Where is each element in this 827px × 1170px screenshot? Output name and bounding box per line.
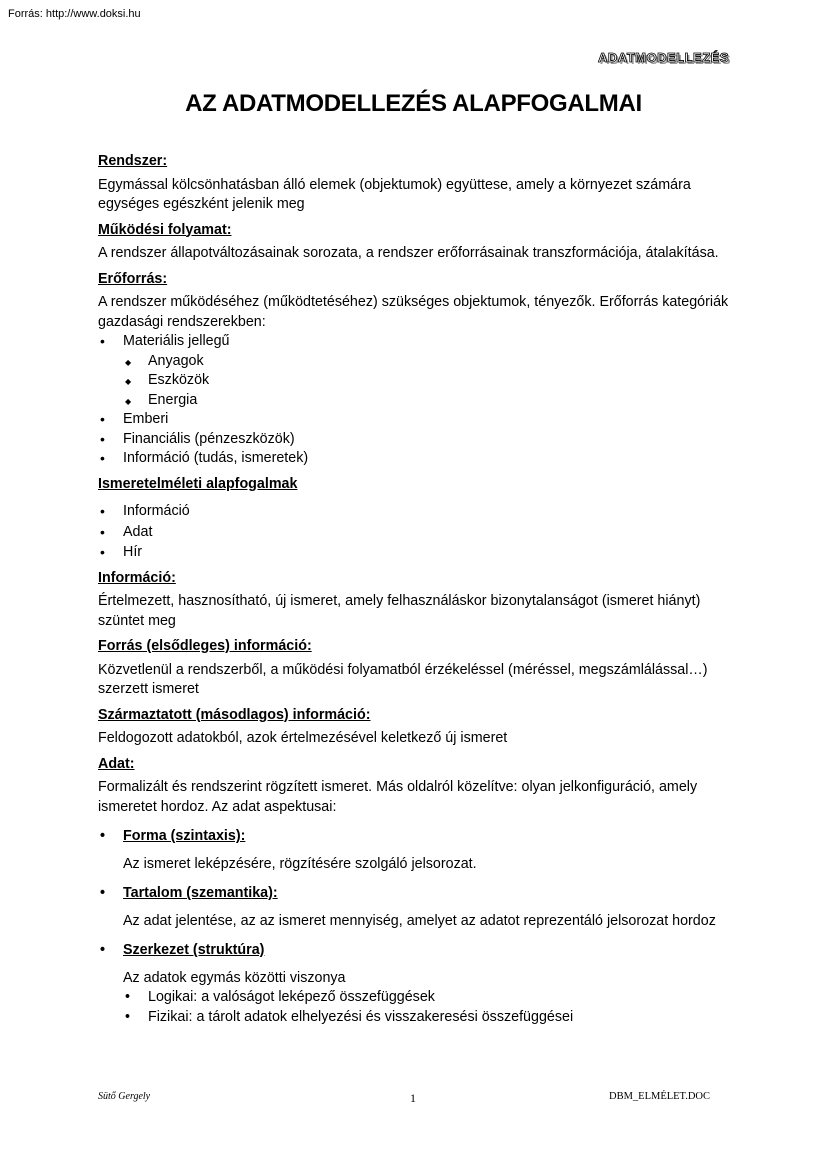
list-item: • Hír	[98, 543, 730, 563]
footer-author: Sütő Gergely	[98, 1091, 151, 1102]
section-heading-mukodesi: Működési folyamat:	[98, 221, 232, 238]
list-item: ◆ Energia	[98, 391, 730, 411]
section-heading-rendszer: Rendszer:	[98, 153, 168, 169]
list-item: • Materiális jellegű ◆ Anyagok ◆ Eszközök ◆ Energia	[98, 332, 730, 410]
page-title: AZ ADATMODELLEZÉS ALAPFOGALMAI	[185, 90, 642, 117]
aspect-text-szerkezet: Az adatok egymás közötti viszonya	[123, 969, 346, 986]
section-text-informacio: Értelmezett, hasznosítható, új ismeret, amely felhasználáskor bizonytalanságot (ismeret hiányt) szüntet meg	[98, 593, 701, 629]
section-heading-forras: Forrás (elsődleges) információ:	[98, 638, 312, 654]
section-text-rendszer: Egymással kölcsönhatásban álló elemek (objektumok) együttese, amely a környezet számára egységes egészként jelenik meg	[98, 176, 691, 212]
section-heading-informacio: Információ:	[98, 569, 176, 586]
aspect-forma: • Forma (szintaxis): Az ismeret leképzésére, rögzítésére szolgáló jelsorozat.	[98, 827, 730, 874]
aspect-text-tartalom: Az adat jelentése, az az ismeret mennyiség, amelyet az adatot reprezentáló jelsorozat hordoz	[123, 912, 716, 929]
header-logo: ADATMODELLEZÉS	[598, 50, 729, 65]
list-item: ◆ Eszközök	[98, 371, 730, 391]
section-heading-eroforras: Erőforrás:	[98, 270, 168, 287]
footer-filename: DBM_ELMÉLET.DOC	[608, 1091, 710, 1102]
list-item: • Financiális (pénzeszközök)	[98, 430, 730, 450]
section-text-adat: Formalizált és rendszerint rögzített ismeret. Más oldalról közelítve: olyan jelkonfiguráció, amely ismeretet hordoz. Az adat aspektusai:	[98, 779, 698, 815]
aspect-text-forma: Az ismeret leképzésére, rögzítésére szolgáló jelsorozat.	[123, 855, 477, 872]
list-item: • Információ	[98, 502, 730, 522]
list-item: • Adat	[98, 523, 730, 543]
footer-page-number: 1	[410, 1091, 416, 1105]
section-text-forras: Közvetlenül a rendszerből, a működési folyamatból érzékeléssel (méréssel, megszámlálással…) szerzett ismeret	[98, 661, 708, 697]
concept-list	[98, 502, 730, 563]
page-footer	[98, 1091, 710, 1109]
aspect-heading-tartalom: Tartalom (szemantika):	[123, 885, 278, 901]
list-item: • Logikai: a valóságot leképező összefüggések	[123, 988, 730, 1008]
document-body	[98, 152, 730, 1027]
section-text-mukodesi: A rendszer állapotváltozásainak sorozata, a rendszer erőforrásainak transzformációja, átalakítása.	[98, 245, 719, 261]
list-item: • Információ (tudás, ismeretek)	[98, 449, 730, 469]
aspect-heading-szerkezet: Szerkezet (struktúra)	[123, 942, 265, 958]
aspect-heading-forma: Forma (szintaxis):	[123, 828, 246, 844]
material-sublist	[98, 352, 730, 411]
section-heading-szarmaztatott: Származtatott (másodlagos) információ:	[98, 706, 371, 723]
structure-list	[123, 988, 730, 1027]
section-text-szarmaztatott: Feldogozott adatokból, azok értelmezésével keletkező új ismeret	[98, 730, 508, 746]
section-heading-ismeretelmeleti: Ismeretelméleti alapfogalmak	[98, 475, 298, 492]
resource-list	[98, 332, 730, 469]
list-item: • Fizikai: a tárolt adatok elhelyezési és visszakeresési összefüggései	[123, 1008, 730, 1028]
section-text-eroforras: A rendszer működéséhez (működtetéséhez) szükséges objektumok, tényezők. Erőforrás kategóriák gazdasági rendszerekben:	[98, 294, 729, 330]
section-heading-adat: Adat:	[98, 755, 135, 772]
list-item: • Emberi	[98, 410, 730, 430]
aspect-tartalom: • Tartalom (szemantika): Az adat jelentése, az az ismeret mennyiség, amelyet az adatot reprezentáló jelsorozat hordoz	[98, 884, 730, 931]
source-line: Forrás: http://www.doksi.hu	[8, 8, 141, 20]
aspect-szerkezet: • Szerkezet (struktúra) Az adatok egymás közötti viszonya • Logikai: a valóságot leképező összefüggések • Fizikai: a tárolt adatok elhelyezési és visszakeresési összefüggései	[98, 941, 730, 1027]
list-item: ◆ Anyagok	[98, 352, 730, 372]
